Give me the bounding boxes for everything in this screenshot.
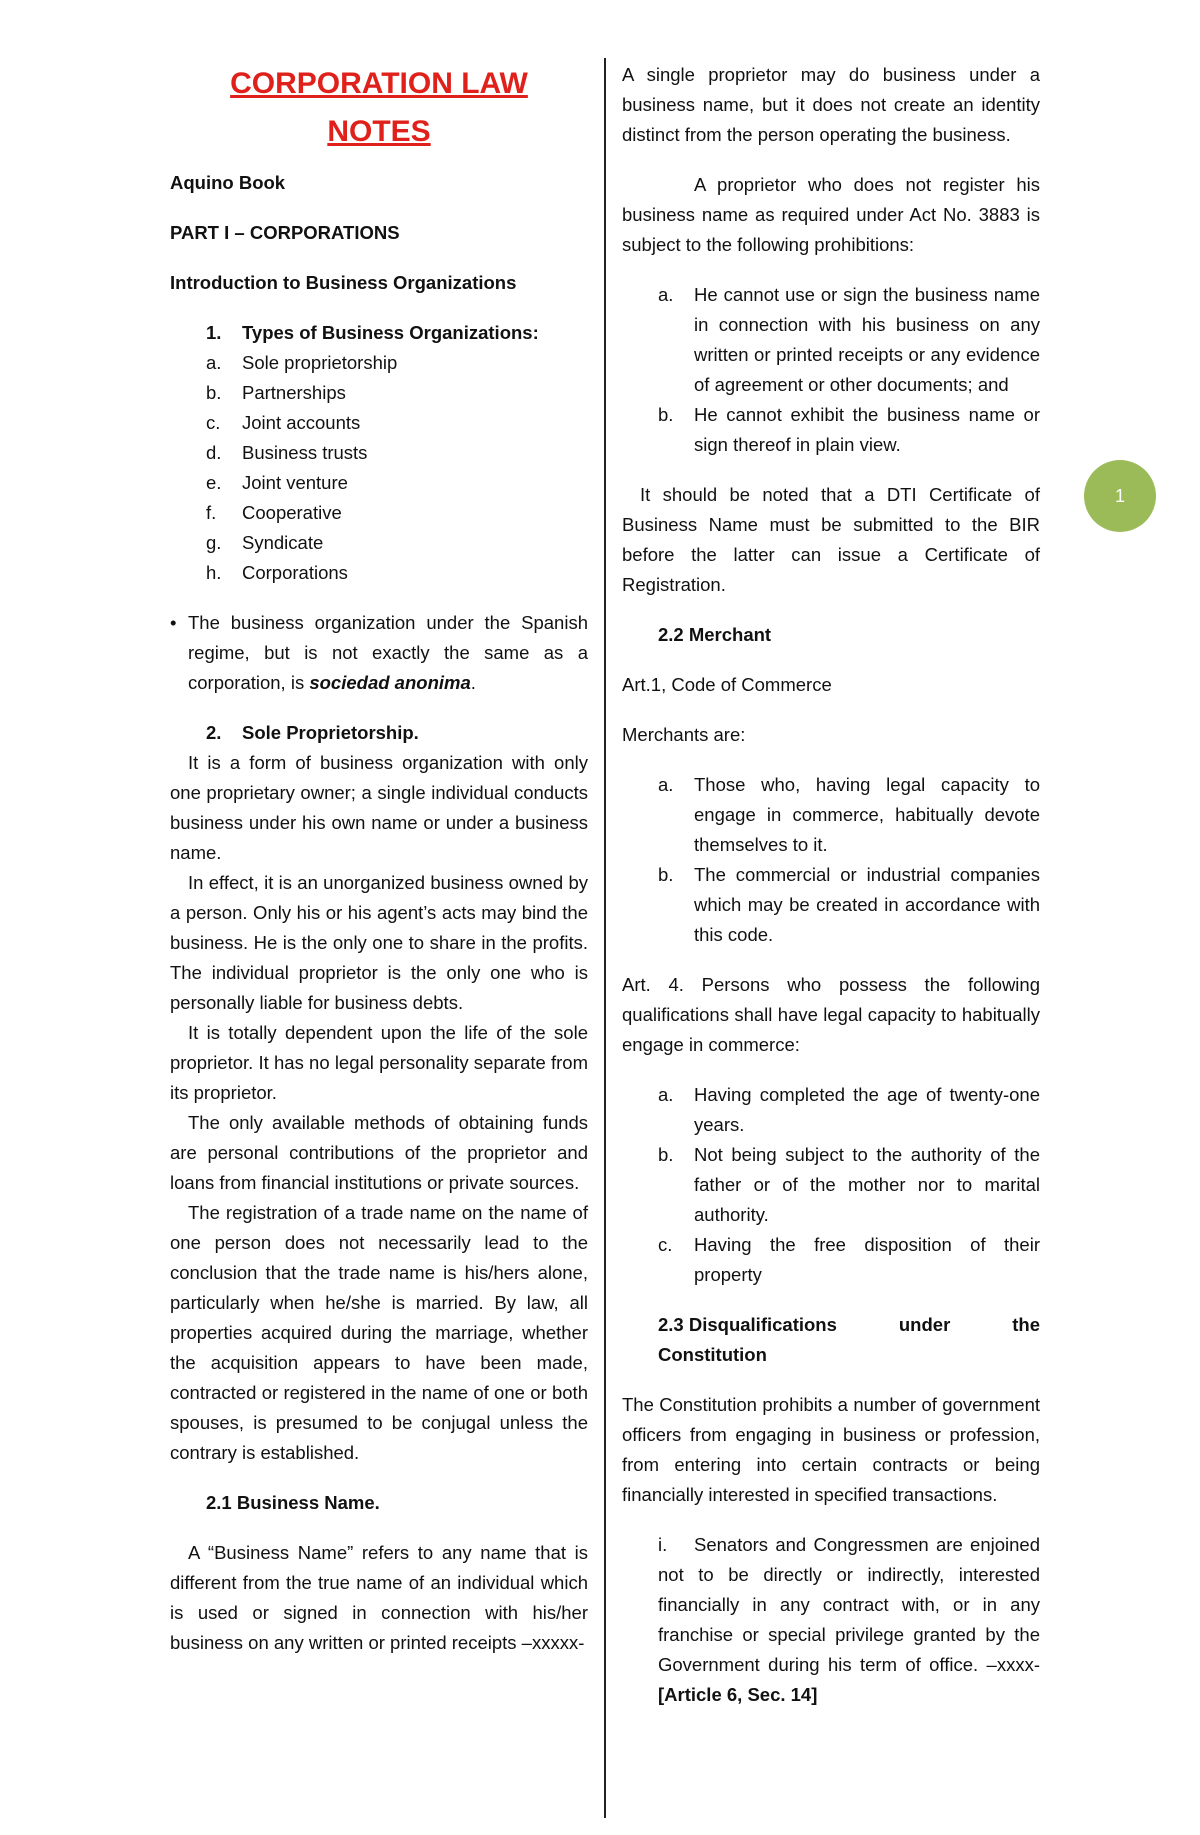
- list-item: a. Having completed the age of twenty-one years.: [658, 1084, 1040, 1135]
- part-heading: PART I – CORPORATIONS: [170, 222, 400, 243]
- sole-para-3: It is totally dependent upon the life of the sole proprietor. It has no legal personality separate from its proprietor.: [170, 1022, 588, 1103]
- bullet-icon: •: [170, 612, 177, 633]
- article-4-text: Art. 4. Persons who possess the following qualifications shall have legal capacity to habitually engage in commerce:: [622, 974, 1040, 1055]
- roman-list: [622, 1530, 1040, 1710]
- title-line-1: CORPORATION LAW: [230, 67, 528, 100]
- article-1-label: Art.1, Code of Commerce: [622, 674, 832, 695]
- book-label: Aquino Book: [170, 172, 286, 193]
- subsection-2-3-heading: [622, 1310, 1040, 1370]
- list-item: g. Syndicate: [206, 532, 324, 553]
- list-item: a. Sole proprietorship: [206, 352, 398, 373]
- section-1-number: 1.: [206, 322, 222, 343]
- sole-para-5: The registration of a trade name on the name of one person does not necessarily lead to the conclusion that the trade name is his/hers alone, particularly when he/she is married. By law, all properties acquired during the marriage, whether the acquisition appears to have been made, contracted or registered in the name of one or both spouses, is presumed to be conjugal unless the contrary is established.: [170, 1202, 588, 1463]
- subsection-2-3-word-2: under: [898, 1314, 951, 1335]
- types-list: [170, 348, 588, 588]
- list-item: f. Cooperative: [206, 502, 342, 523]
- left-column: [170, 60, 588, 1678]
- page-number-badge: 1: [1084, 460, 1156, 532]
- section-2-number: 2.: [206, 722, 222, 743]
- qualifications-list: [622, 1080, 1040, 1290]
- business-name-definition: A “Business Name” refers to any name that is different from the true name of an individual which is used or signed in connection with his/her business on any written or printed receipts –xxxxx-: [170, 1542, 588, 1653]
- subsection-2-2-heading: 2.2 Merchant: [658, 624, 772, 645]
- list-item: c. Having the free disposition of their property: [658, 1234, 1040, 1285]
- bullet-note: • The business organization under the Spanish regime, but is not exactly the same as a corporation, is sociedad anonima.: [170, 608, 588, 698]
- list-item: b. The commercial or industrial companies which may be created in accordance with this code.: [658, 864, 1040, 945]
- section-1-title: Types of Business Organizations:: [242, 322, 539, 343]
- list-item: b. Not being subject to the authority of the father or of the mother nor to marital authority.: [658, 1144, 1040, 1225]
- merchants-are-label: Merchants are:: [622, 724, 746, 745]
- prohibitions-list: [622, 280, 1040, 460]
- subsection-2-1-heading: 2.1 Business Name.: [206, 1492, 380, 1513]
- column-divider: [604, 58, 606, 1818]
- sole-para-1: It is a form of business organization with only one proprietary owner; a single individual conducts business under his own name or under a business name.: [170, 752, 588, 863]
- list-item: c. Joint accounts: [206, 412, 361, 433]
- list-item: a. Those who, having legal capacity to engage in commerce, habitually devote themselves to it.: [658, 774, 1040, 855]
- list-item: h. Corporations: [206, 562, 348, 583]
- list-item: d. Business trusts: [206, 442, 368, 463]
- right-para-3: It should be noted that a DTI Certificate of Business Name must be submitted to the BIR before the latter can issue a Certificate of Registration.: [622, 484, 1040, 595]
- section-1-heading: [170, 318, 588, 348]
- document-title: [170, 60, 588, 156]
- article-reference: [Article 6, Sec. 14]: [658, 1684, 818, 1705]
- list-item: b. Partnerships: [206, 382, 346, 403]
- roman-text: Senators and Congressmen are enjoined not to be directly or indirectly, interested financially in any contract with, or in any franchise or special privilege granted by the Government during his term of office. –xxxx-: [658, 1534, 1040, 1675]
- subsection-2-3-word-4: Constitution: [658, 1344, 767, 1365]
- section-2-heading: [170, 718, 588, 748]
- right-column: [622, 60, 1040, 1710]
- subsection-2-3-word-3: the: [1012, 1314, 1040, 1335]
- section-2-title: Sole Proprietorship.: [242, 722, 419, 743]
- list-item: b. He cannot exhibit the business name or sign thereof in plain view.: [658, 404, 1040, 455]
- subsection-2-3-word-1: 2.3 Disqualifications: [658, 1314, 837, 1335]
- roman-label: i.: [658, 1534, 668, 1555]
- list-item: [622, 1530, 1040, 1710]
- list-item: a. He cannot use or sign the business name in connection with his business on any written or printed receipts or any evidence of agreement or other documents; and: [658, 284, 1040, 395]
- sole-para-2: In effect, it is an unorganized business owned by a person. Only his or his agent’s acts may bind the business. He is the only one to share in the profits. The individual proprietor is the only one who is personally liable for business debts.: [170, 872, 588, 1013]
- right-para-1: A single proprietor may do business under a business name, but it does not create an identity distinct from the person operating the business.: [622, 64, 1040, 145]
- right-para-2: A proprietor who does not register his business name as required under Act No. 3883 is subject to the following prohibitions:: [622, 174, 1040, 255]
- intro-heading: Introduction to Business Organizations: [170, 272, 517, 293]
- list-item: e. Joint venture: [206, 472, 348, 493]
- merchants-list: [622, 770, 1040, 950]
- sole-para-4: The only available methods of obtaining funds are personal contributions of the proprietor and loans from financial institutions or private sources.: [170, 1112, 588, 1193]
- constitution-paragraph: The Constitution prohibits a number of government officers from engaging in business or profession, from entering into certain contracts or being financially interested in specified transactions.: [622, 1394, 1040, 1505]
- title-line-2: NOTES: [327, 115, 431, 148]
